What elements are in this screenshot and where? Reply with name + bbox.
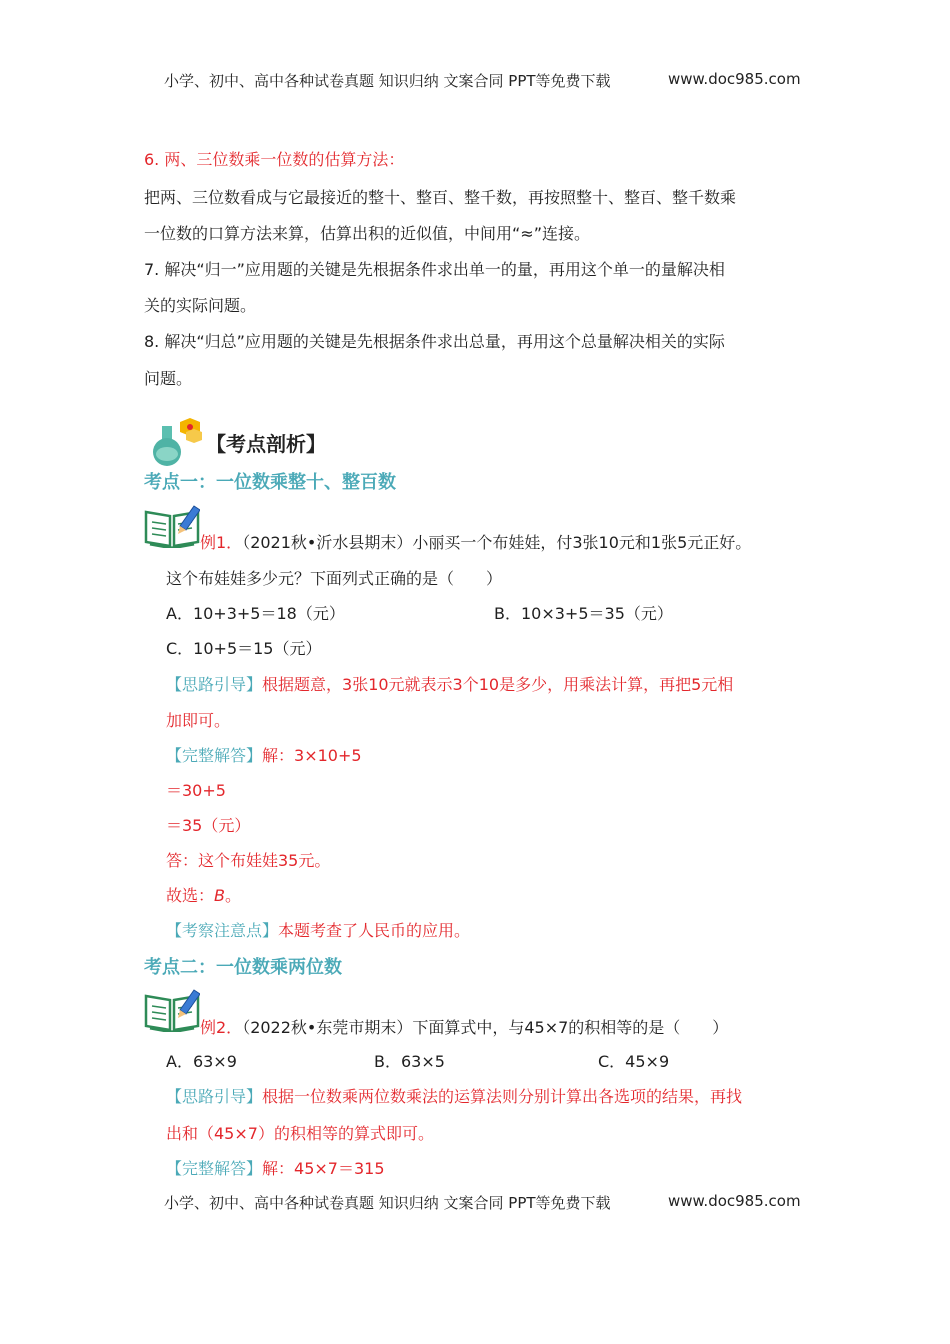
- kp1-note-text: 本题考查了人民币的应用。: [278, 921, 471, 940]
- kp1-step2: ＝35（元）: [166, 816, 251, 835]
- kp1-example-label: 例1．: [200, 533, 243, 552]
- kp1-option-a: A．10+3+5＝18（元）: [166, 604, 345, 623]
- point-8-line2: 问题。: [144, 369, 193, 388]
- kp1-example-line1: [200, 530, 751, 553]
- kp1-example-text: （2021秋•沂水县期末）小丽买一个布娃娃，付3张10元和1张5元正好。: [242, 533, 752, 552]
- point-6-line1: 把两、三位数看成与它最接近的整十、整百、整千数，再按照整十、整百、整千数乘: [144, 188, 737, 207]
- kp1-choice-value: B: [214, 886, 225, 905]
- kp2-guide-tag: 【思路引导】: [166, 1087, 263, 1106]
- kp1-choice-suffix: 。: [225, 886, 242, 905]
- kp1-guide-line1: [166, 672, 733, 695]
- chemistry-flask-icon: [148, 418, 208, 466]
- point-7-line1: 7. 解决“归一”应用题的关键是先根据条件求出单一的量，再用这个单一的量解决相: [144, 260, 725, 279]
- kp2-example-label: 例2．: [200, 1018, 243, 1037]
- kp2-answer-line: [166, 1156, 385, 1179]
- header-text: 小学、初中、高中各种试卷真题 知识归纳 文案合同 PPT等免费下载: [164, 72, 611, 90]
- kp2-guide-line2: 出和（45×7）的积相等的算式即可。: [166, 1124, 434, 1143]
- kp1-choice: [166, 883, 241, 906]
- kp2-guide-line1: [166, 1084, 742, 1107]
- header-url[interactable]: www.doc985.com: [668, 70, 801, 88]
- kp2-answer-tag: 【完整解答】: [166, 1159, 263, 1178]
- kp1-guide-line2: 加即可。: [166, 711, 231, 730]
- kp2-title: 考点二：一位数乘两位数: [144, 957, 342, 978]
- kp1-reply: 答：这个布娃娃35元。: [166, 851, 331, 870]
- page-header: [164, 70, 611, 91]
- kp1-note-tag: 【考察注意点】: [166, 921, 279, 940]
- kp1-answer-tag: 【完整解答】: [166, 746, 263, 765]
- point-6-line2: 一位数的口算方法来算，估算出积的近似值，中间用“≈”连接。: [144, 224, 590, 243]
- analysis-title: 【考点剖析】: [206, 432, 326, 456]
- kp1-step1: ＝30+5: [166, 781, 226, 800]
- kp1-option-b: B．10×3+5＝35（元）: [494, 604, 673, 623]
- kp1-option-c: C．10+5＝15（元）: [166, 639, 322, 658]
- kp2-option-a: A．63×9: [166, 1052, 237, 1071]
- book-pencil-icon: [144, 988, 200, 1032]
- kp1-guide-text: 根据题意，3张10元就表示3个10是多少，用乘法计算，再把5元相: [262, 675, 734, 694]
- footer-text: 小学、初中、高中各种试卷真题 知识归纳 文案合同 PPT等免费下载: [164, 1194, 611, 1212]
- kp2-guide-text: 根据一位数乘两位数乘法的运算法则分别计算出各选项的结果，再找: [262, 1087, 743, 1106]
- point-8-line1: 8. 解决“归总”应用题的关键是先根据条件求出总量，再用这个总量解决相关的实际: [144, 332, 725, 351]
- kp2-example-line1: [200, 1015, 728, 1038]
- kp2-option-b: B．63×5: [374, 1052, 445, 1071]
- point-6-title: 6. 两、三位数乘一位数的估算方法：: [144, 150, 405, 169]
- footer-url[interactable]: www.doc985.com: [668, 1192, 801, 1210]
- kp1-note: [166, 918, 470, 941]
- page-footer: [164, 1192, 611, 1213]
- kp2-answer-text: 解：45×7＝315: [262, 1159, 385, 1178]
- point-7-line2: 关的实际问题。: [144, 296, 257, 315]
- kp1-guide-tag: 【思路引导】: [166, 675, 263, 694]
- kp2-example-text: （2022秋•东莞市期末）下面算式中，与45×7的积相等的是（ ）: [242, 1018, 729, 1037]
- book-pencil-icon: [144, 504, 200, 548]
- kp1-answer-text: 解：3×10+5: [262, 746, 362, 765]
- kp1-choice-prefix: 故选：: [166, 886, 215, 905]
- kp1-answer-line: [166, 743, 362, 766]
- kp1-example-line2: 这个布娃娃多少元？下面列式正确的是（ ）: [166, 569, 503, 588]
- kp2-option-c: C．45×9: [598, 1052, 670, 1071]
- kp1-title: 考点一：一位数乘整十、整百数: [144, 472, 396, 493]
